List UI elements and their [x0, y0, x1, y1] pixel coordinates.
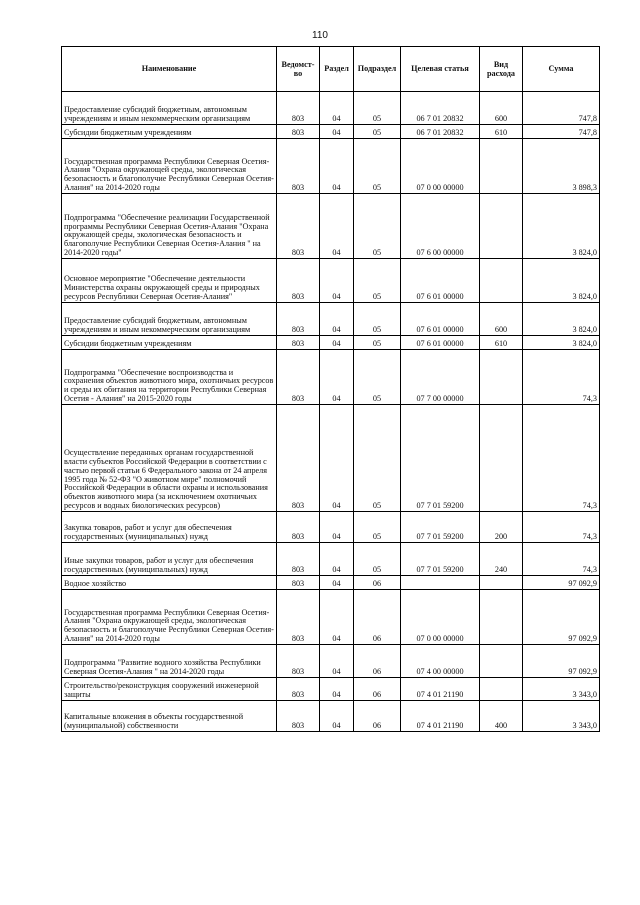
cell-section: 04: [320, 336, 354, 350]
header-sum: Сумма: [523, 47, 600, 92]
cell-target-article: 07 6 01 00000: [401, 259, 480, 303]
cell-subsection: 05: [354, 125, 401, 139]
cell-subsection: 05: [354, 303, 401, 336]
table-row: [62, 194, 600, 259]
cell-department: 803: [277, 701, 320, 732]
cell-name: Подпрограмма "Обеспечение воспроизводства и сохранения объектов животного мира, охотничьих ресурсов и среды их обитания на территории Республики Северная Осетия - Алания" на 2015-2020 годы: [62, 350, 277, 405]
cell-expense-type: [480, 590, 523, 645]
cell-target-article: 07 6 00 00000: [401, 194, 480, 259]
cell-section: 04: [320, 350, 354, 405]
cell-department: 803: [277, 194, 320, 259]
cell-name: Подпрограмма "Обеспечение реализации Государственной программы Республики Северная Осетия-Алания "Охрана окружающей среды, экологическая безопасность и благополучие Республики Северная Осетия-Алания " на 2014-2020 годы": [62, 194, 277, 259]
cell-expense-type: [480, 194, 523, 259]
header-section: Раздел: [320, 47, 354, 92]
cell-name: Капитальные вложения в объекты государственной (муниципальной) собственности: [62, 701, 277, 732]
table-row: [62, 543, 600, 576]
cell-target-article: 07 6 01 00000: [401, 336, 480, 350]
cell-subsection: 05: [354, 259, 401, 303]
cell-target-article: 07 7 01 59200: [401, 405, 480, 512]
cell-expense-type: 600: [480, 92, 523, 125]
cell-subsection: 05: [354, 350, 401, 405]
cell-department: 803: [277, 405, 320, 512]
cell-section: 04: [320, 590, 354, 645]
cell-section: 04: [320, 701, 354, 732]
table-row: [62, 701, 600, 732]
cell-department: 803: [277, 92, 320, 125]
cell-subsection: 05: [354, 512, 401, 543]
cell-sum: 97 092,9: [523, 576, 600, 590]
cell-target-article: 07 0 00 00000: [401, 590, 480, 645]
cell-sum: 3 343,0: [523, 701, 600, 732]
cell-name: Государственная программа Республики Северная Осетия-Алания "Охрана окружающей среды, экологическая безопасность и благополучие Республики Северная Осетия-Алания" на 2014-2020 годы: [62, 139, 277, 194]
table-row: [62, 92, 600, 125]
table-row: [62, 259, 600, 303]
cell-department: 803: [277, 125, 320, 139]
cell-section: 04: [320, 645, 354, 678]
cell-expense-type: 200: [480, 512, 523, 543]
cell-section: 04: [320, 512, 354, 543]
cell-expense-type: [480, 350, 523, 405]
header-expense-type: Вид расхода: [480, 47, 523, 92]
cell-subsection: 06: [354, 678, 401, 701]
cell-expense-type: [480, 139, 523, 194]
cell-department: 803: [277, 590, 320, 645]
cell-expense-type: [480, 259, 523, 303]
table-body: [62, 92, 600, 732]
cell-section: 04: [320, 678, 354, 701]
cell-name: Водное хозяйство: [62, 576, 277, 590]
cell-section: 04: [320, 194, 354, 259]
cell-target-article: 07 7 01 59200: [401, 512, 480, 543]
cell-sum: 3 824,0: [523, 336, 600, 350]
cell-expense-type: [480, 576, 523, 590]
cell-expense-type: 610: [480, 336, 523, 350]
cell-name: Строительство/реконструкция сооружений инженерной защиты: [62, 678, 277, 701]
cell-expense-type: 400: [480, 701, 523, 732]
cell-sum: 97 092,9: [523, 645, 600, 678]
cell-sum: 3 824,0: [523, 259, 600, 303]
cell-sum: 97 092,9: [523, 590, 600, 645]
table-row: [62, 125, 600, 139]
cell-expense-type: 610: [480, 125, 523, 139]
table-row: [62, 303, 600, 336]
cell-sum: 3 824,0: [523, 303, 600, 336]
cell-sum: 74,3: [523, 405, 600, 512]
cell-name: Предоставление субсидий бюджетным, автономным учреждениям и иным некоммерческим организациям: [62, 92, 277, 125]
cell-expense-type: 240: [480, 543, 523, 576]
header-name: Наименование: [62, 47, 277, 92]
cell-target-article: 07 0 00 00000: [401, 139, 480, 194]
cell-section: 04: [320, 139, 354, 194]
cell-subsection: 05: [354, 543, 401, 576]
cell-department: 803: [277, 678, 320, 701]
cell-department: 803: [277, 512, 320, 543]
cell-name: Иные закупки товаров, работ и услуг для обеспечения государственных (муниципальных) нужд: [62, 543, 277, 576]
cell-department: 803: [277, 350, 320, 405]
cell-section: 04: [320, 125, 354, 139]
header-target-article: Целевая статья: [401, 47, 480, 92]
budget-table: [61, 46, 600, 732]
cell-subsection: 06: [354, 645, 401, 678]
cell-sum: 3 898,3: [523, 139, 600, 194]
table-row: [62, 590, 600, 645]
cell-sum: 747,8: [523, 92, 600, 125]
table-row: [62, 512, 600, 543]
table-row: [62, 678, 600, 701]
cell-section: 04: [320, 543, 354, 576]
table-row: [62, 350, 600, 405]
cell-subsection: 06: [354, 576, 401, 590]
cell-section: 04: [320, 259, 354, 303]
cell-sum: 3 824,0: [523, 194, 600, 259]
cell-section: 04: [320, 92, 354, 125]
cell-subsection: 06: [354, 701, 401, 732]
table-row: [62, 576, 600, 590]
table-row: [62, 405, 600, 512]
cell-subsection: 05: [354, 336, 401, 350]
cell-department: 803: [277, 543, 320, 576]
cell-sum: 74,3: [523, 543, 600, 576]
cell-section: 04: [320, 303, 354, 336]
cell-department: 803: [277, 139, 320, 194]
cell-department: 803: [277, 645, 320, 678]
cell-target-article: [401, 576, 480, 590]
cell-expense-type: 600: [480, 303, 523, 336]
cell-subsection: 05: [354, 92, 401, 125]
cell-target-article: 06 7 01 20832: [401, 92, 480, 125]
cell-subsection: 06: [354, 590, 401, 645]
cell-name: Государственная программа Республики Северная Осетия-Алания "Охрана окружающей среды, экологическая безопасность и благополучие Республики Северная Осетия-Алания" на 2014-2020 годы: [62, 590, 277, 645]
cell-name: Осуществление переданных органам государственной власти субъектов Российской Федерации в соответствии с частью первой статьи 6 Федерального закона от 24 апреля 1995 года № 52-ФЗ "О животном мире" полномочий Российской Федерации в области охраны и использования объектов животного мира (за исключением охотничьих ресурсов и водных биологических ресурсов): [62, 405, 277, 512]
header-subsection: Подраздел: [354, 47, 401, 92]
cell-subsection: 05: [354, 405, 401, 512]
cell-sum: 74,3: [523, 350, 600, 405]
cell-name: Закупка товаров, работ и услуг для обеспечения государственных (муниципальных) нужд: [62, 512, 277, 543]
cell-target-article: 07 4 00 00000: [401, 645, 480, 678]
cell-section: 04: [320, 576, 354, 590]
cell-department: 803: [277, 576, 320, 590]
cell-target-article: 07 6 01 00000: [401, 303, 480, 336]
cell-department: 803: [277, 336, 320, 350]
cell-target-article: 07 7 00 00000: [401, 350, 480, 405]
cell-sum: 74,3: [523, 512, 600, 543]
header-department: Ведомст-во: [277, 47, 320, 92]
cell-target-article: 07 7 01 59200: [401, 543, 480, 576]
page-number: 110: [312, 30, 328, 41]
cell-department: 803: [277, 259, 320, 303]
cell-name: Субсидии бюджетным учреждениям: [62, 336, 277, 350]
cell-expense-type: [480, 678, 523, 701]
table-header-row: [62, 47, 600, 92]
table-row: [62, 139, 600, 194]
cell-sum: 747,8: [523, 125, 600, 139]
cell-department: 803: [277, 303, 320, 336]
cell-subsection: 05: [354, 139, 401, 194]
table-row: [62, 336, 600, 350]
cell-expense-type: [480, 645, 523, 678]
cell-name: Предоставление субсидий бюджетным, автономным учреждениям и иным некоммерческим организациям: [62, 303, 277, 336]
cell-expense-type: [480, 405, 523, 512]
cell-section: 04: [320, 405, 354, 512]
cell-subsection: 05: [354, 194, 401, 259]
table-row: [62, 645, 600, 678]
cell-target-article: 06 7 01 20832: [401, 125, 480, 139]
cell-target-article: 07 4 01 21190: [401, 678, 480, 701]
cell-name: Субсидии бюджетным учреждениям: [62, 125, 277, 139]
cell-name: Подпрограмма "Развитие водного хозяйства Республики Северная Осетия-Алания " на 2014-2020 годы: [62, 645, 277, 678]
cell-name: Основное мероприятие "Обеспечение деятельности Министерства охраны окружающей среды и природных ресурсов Республики Северная Осетия-Алания": [62, 259, 277, 303]
cell-sum: 3 343,0: [523, 678, 600, 701]
cell-target-article: 07 4 01 21190: [401, 701, 480, 732]
